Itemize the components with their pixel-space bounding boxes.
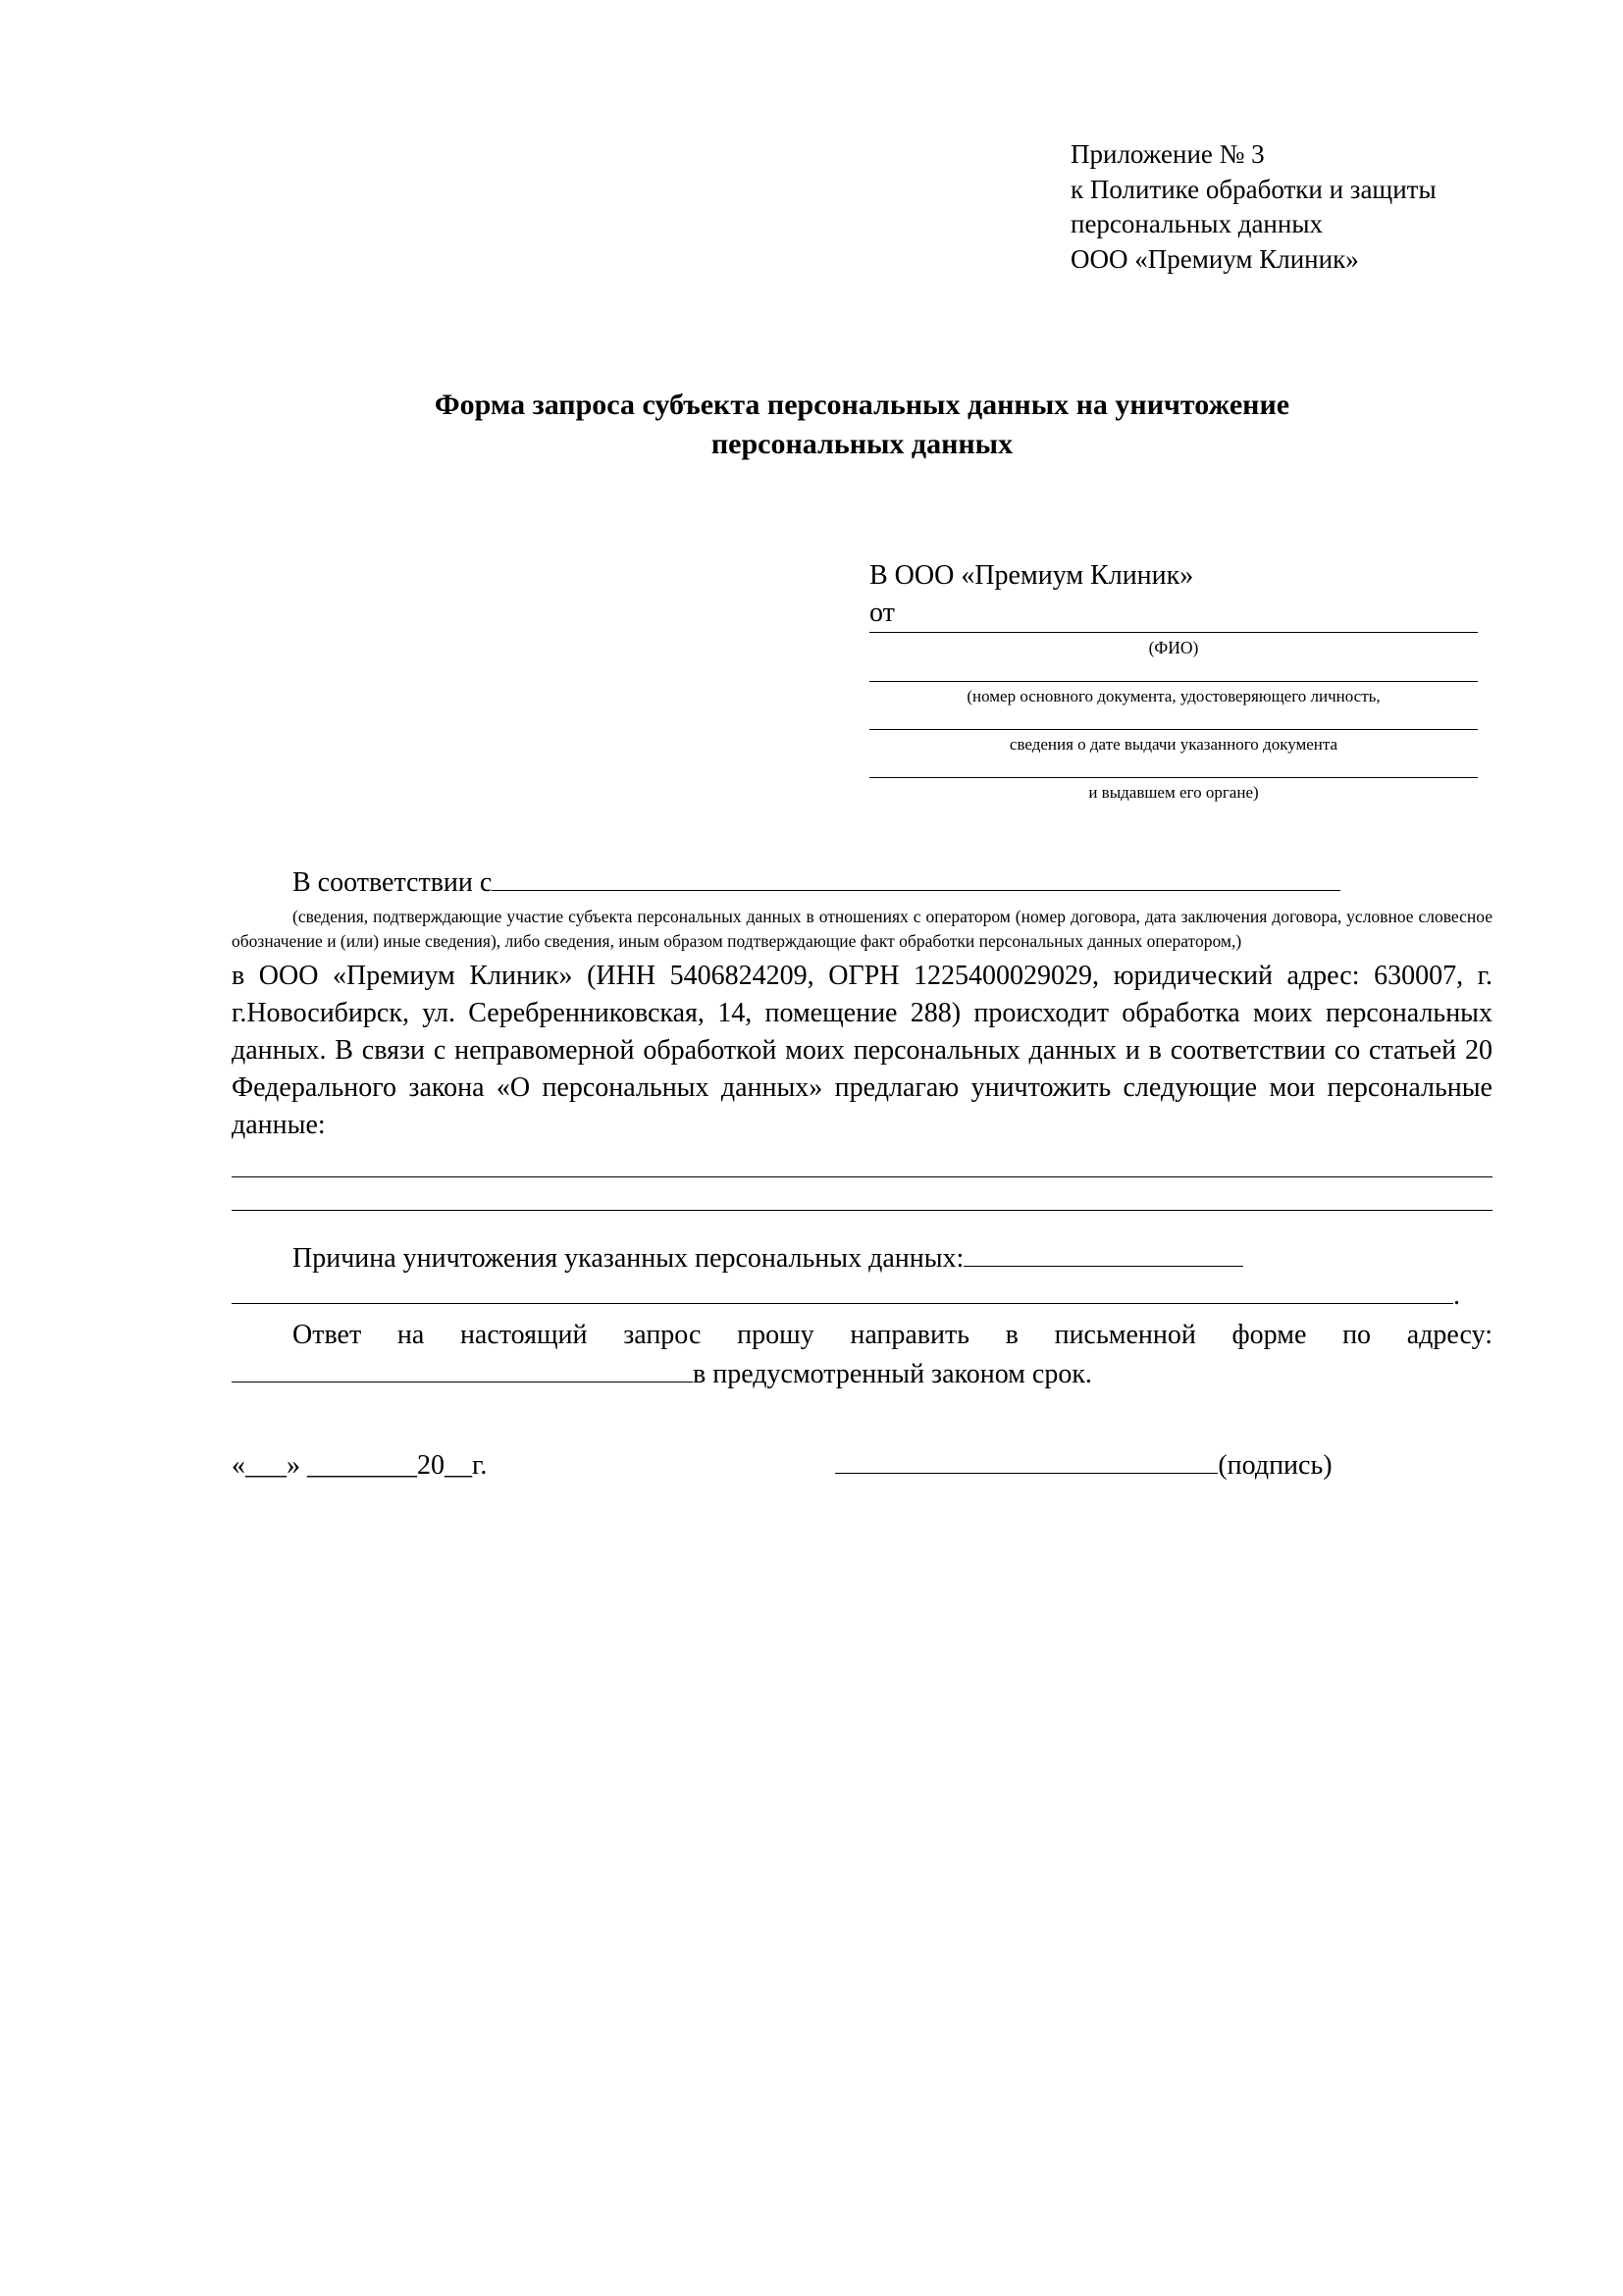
reason-input-line-2[interactable] [232,1303,1453,1304]
data-list-line-2[interactable] [232,1210,1492,1211]
signature-label: (подпись) [1218,1450,1333,1482]
document-number-caption: (номер основного документа, удостоверяющего личность, [967,686,1381,705]
answer-text: Ответ на настоящий запрос прошу направить в письменной форме по адресу: [292,1320,1492,1351]
page-title-line2: персональных данных [710,428,1014,460]
data-list-line-1[interactable] [232,1176,1492,1177]
document-date-input-line[interactable] [869,729,1478,730]
reason-row [232,1240,1492,1278]
page-title [232,386,1492,465]
answer-address-input-line[interactable] [232,1382,693,1383]
appendix-company: ООО «Премиум Клиник» [1071,243,1359,274]
body-block [232,864,1492,1486]
appendix-header [1071,137,1492,278]
accordance-note [232,905,1492,954]
accordance-note-text: (сведения, подтверждающие участие субъекта персональных данных в отношениях с оператором (номер договора, дата заключения договора, условное словесное обозначение и (или) иные сведения), либо сведения, иным образом подтверждающие факт обработки персональных данных оператором,) [232,907,1492,951]
answer-paragraph [232,1317,1492,1354]
accordance-label: В соответствии с [292,866,493,898]
answer-address-row [232,1356,1492,1393]
main-paragraph: в ООО «Премиум Клиник» (ИНН 5406824209, ОГРН 1225400029029, юридический адрес: 630007, г. г.Новосибирск, ул. Серебренниковская, 14, помещение 288) происходит обработка моих персональных данных. В связи с неправомерной обработкой моих персональных данных и в соответствии со статьей 20 Федерального закона «О персональных данных» предлагаю уничтожить следующие мои персональные данные: [232,960,1492,1140]
document-organ-caption: и выдавшем его органе) [1088,782,1259,802]
accordance-input-line[interactable] [492,890,1340,891]
signature-row [232,1447,1492,1485]
signature-field [835,1447,1332,1485]
answer-text-2: в предусмотренный законом срок. [693,1359,1092,1390]
date-field[interactable]: «___» ________20__г. [232,1450,488,1482]
appendix-policy-line1: к Политике обработки и защиты [1071,174,1437,204]
reason-row-2 [232,1278,1492,1315]
document-number-input-line[interactable] [869,681,1478,682]
signature-input-line[interactable] [835,1473,1218,1474]
fio-input-line[interactable] [869,632,1478,633]
page-title-line1: Форма запроса субъекта персональных данных на уничтожение [434,388,1290,421]
document-content [232,137,1492,1485]
reason-input-line-1[interactable] [964,1266,1243,1267]
document-organ-input-line[interactable] [869,777,1478,778]
document-date-caption: сведения о дате выдачи указанного документа [1009,734,1338,754]
appendix-number: Приложение № 3 [1071,139,1265,169]
fio-caption: (ФИО) [1148,637,1199,657]
appendix-policy-line2: персональных данных [1071,209,1323,239]
addressee-block [869,558,1478,804]
addressee-to: В ООО «Премиум Клиник» [869,559,1194,591]
accordance-row [232,864,1492,902]
reason-label: Причина уничтожения указанных персональных данных: [292,1243,965,1275]
reason-dot: . [1453,1280,1460,1312]
addressee-from-label: от [869,597,895,628]
